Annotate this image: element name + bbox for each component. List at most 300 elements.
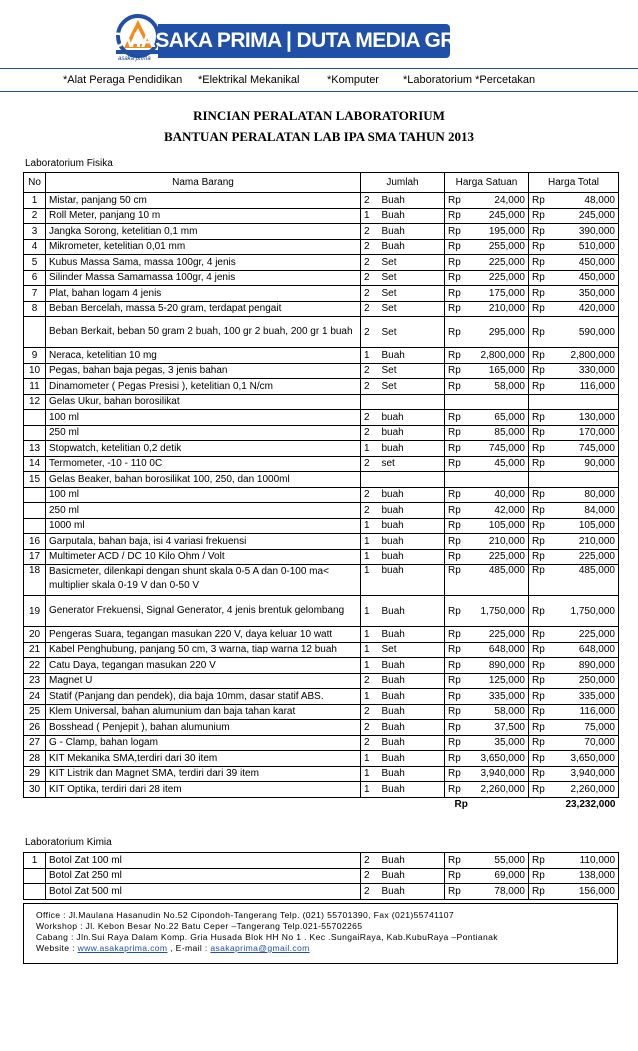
total-price: 210,000 xyxy=(549,534,619,550)
item-name: Kabel Penghubung, panjang 50 cm, 3 warna, tiap warna 12 buah xyxy=(46,642,361,658)
item-name: Kubus Massa Sama, massa 100gr, 4 jenis xyxy=(46,255,361,271)
currency-label: Rp xyxy=(445,549,465,565)
row-no: 2 xyxy=(24,208,46,224)
item-name: Statif (Panjang dan pendek), dia baja 10mm, dasar statif ABS. xyxy=(46,689,361,705)
item-name: Multimeter ACD / DC 10 Kilo Ohm / Volt xyxy=(46,549,361,565)
item-name: KIT Mekanika SMA,terdiri dari 30 item xyxy=(46,751,361,767)
quantity: 2 xyxy=(361,270,379,286)
currency-label: Rp xyxy=(529,348,549,364)
footer-workshop: Workshop : Jl. Kebon Besar No.22 Batu Ceper –Tangerang Telp.021-55702265 xyxy=(36,921,363,931)
currency-label: Rp xyxy=(445,627,465,643)
email-link[interactable]: asakaprima@gmail.com xyxy=(210,943,310,953)
quantity: 1 xyxy=(361,596,379,627)
unit: buah xyxy=(379,487,445,503)
unit: Set xyxy=(379,379,445,395)
quantity: 2 xyxy=(361,735,379,751)
unit-price: 85,000 xyxy=(465,425,529,441)
footer-contact xyxy=(36,943,605,954)
unit-price: 24,000 xyxy=(465,193,529,209)
quantity: 1 xyxy=(361,658,379,674)
unit: Buah xyxy=(379,627,445,643)
row-no xyxy=(24,410,46,426)
currency-label: Rp xyxy=(529,286,549,302)
total-price: 510,000 xyxy=(549,239,619,255)
unit-price: 65,000 xyxy=(465,410,529,426)
unit-price: 485,000 xyxy=(465,565,529,596)
currency-label: Rp xyxy=(529,317,549,348)
unit-price: 58,000 xyxy=(465,704,529,720)
email-label: , E-mail : xyxy=(167,943,211,953)
unit-price: 58,000 xyxy=(465,379,529,395)
item-name: Silinder Massa Samamassa 100gr, 4 jenis xyxy=(46,270,361,286)
unit-price: 125,000 xyxy=(465,673,529,689)
unit: buah xyxy=(379,425,445,441)
quantity: 2 xyxy=(361,301,379,317)
quantity: 2 xyxy=(361,487,379,503)
quantity: 2 xyxy=(361,363,379,379)
currency-label: Rp xyxy=(529,735,549,751)
unit-price: 225,000 xyxy=(465,270,529,286)
item-name: Mistar, panjang 50 cm xyxy=(46,193,361,209)
unit: Buah xyxy=(379,596,445,627)
row-no: 16 xyxy=(24,534,46,550)
currency-label: Rp xyxy=(445,518,465,534)
currency-label: Rp xyxy=(445,441,465,457)
quantity: 1 xyxy=(361,208,379,224)
quantity: 1 xyxy=(361,751,379,767)
unit: Buah xyxy=(379,193,445,209)
table-row xyxy=(24,596,619,627)
item-name: 250 ml xyxy=(46,503,361,519)
unit: Set xyxy=(379,642,445,658)
table-row xyxy=(24,720,619,736)
total-price: 420,000 xyxy=(549,301,619,317)
row-no: 12 xyxy=(24,394,46,410)
currency-label: Rp xyxy=(529,363,549,379)
item-name: Neraca, ketelitian 10 mg xyxy=(46,348,361,364)
quantity: 2 xyxy=(361,193,379,209)
currency-label: Rp xyxy=(529,456,549,472)
currency-label: Rp xyxy=(529,224,549,240)
unit-price: 210,000 xyxy=(465,301,529,317)
row-no: 24 xyxy=(24,689,46,705)
table-row xyxy=(24,518,619,534)
tagline-item: *Laboratorium *Percetakan xyxy=(403,74,536,86)
row-no: 1 xyxy=(24,853,46,869)
row-no: 9 xyxy=(24,348,46,364)
quantity: 1 xyxy=(361,782,379,798)
table-row xyxy=(24,689,619,705)
item-name: Pegas, bahan baja pegas, 3 jenis bahan xyxy=(46,363,361,379)
currency-label: Rp xyxy=(445,348,465,364)
document-title: RINCIAN PERALATAN LABORATORIUM xyxy=(193,108,445,123)
total-price: 110,000 xyxy=(549,853,619,869)
table-row xyxy=(24,286,619,302)
total-price: 1,750,000 xyxy=(549,596,619,627)
row-no: 27 xyxy=(24,735,46,751)
currency-label: Rp xyxy=(445,766,465,782)
table-row xyxy=(24,884,619,900)
unit: set xyxy=(379,456,445,472)
quantity: 1 xyxy=(361,766,379,782)
quantity: 2 xyxy=(361,503,379,519)
item-name: Botol Zat 250 ml xyxy=(46,868,361,884)
table-row xyxy=(24,301,619,317)
currency-label: Rp xyxy=(529,239,549,255)
unit: Set xyxy=(379,301,445,317)
currency-label: Rp xyxy=(529,868,549,884)
table-header-row xyxy=(24,173,619,193)
currency-label: Rp xyxy=(445,884,465,900)
quantity: 1 xyxy=(361,441,379,457)
currency-label: Rp xyxy=(445,503,465,519)
row-no: 22 xyxy=(24,658,46,674)
total-price: 130,000 xyxy=(549,410,619,426)
currency-label: Rp xyxy=(445,868,465,884)
currency-label xyxy=(529,472,549,488)
item-name: Magnet U xyxy=(46,673,361,689)
tagline-item: *Elektrikal Mekanikal xyxy=(198,74,300,86)
total-price: 2,800,000 xyxy=(549,348,619,364)
unit: Buah xyxy=(379,239,445,255)
currency-label: Rp xyxy=(529,255,549,271)
total-row xyxy=(24,797,619,812)
row-no: 10 xyxy=(24,363,46,379)
unit: buah xyxy=(379,441,445,457)
unit-price: 37,500 xyxy=(465,720,529,736)
currency-label: Rp xyxy=(529,642,549,658)
row-no: 7 xyxy=(24,286,46,302)
table-row xyxy=(24,255,619,271)
item-name: Garputala, bahan baja, isi 4 variasi frekuensi xyxy=(46,534,361,550)
currency-label: Rp xyxy=(529,704,549,720)
table-row xyxy=(24,208,619,224)
total-price: 3,650,000 xyxy=(549,751,619,767)
total-price xyxy=(549,472,619,488)
tagline-bar xyxy=(0,68,638,92)
total-price: 450,000 xyxy=(549,255,619,271)
item-name: Beban Berkait, beban 50 gram 2 buah, 100 gr 2 buah, 200 gr 1 buah xyxy=(46,317,361,348)
currency-label: Rp xyxy=(445,286,465,302)
quantity: 2 xyxy=(361,868,379,884)
table-row xyxy=(24,239,619,255)
currency-label: Rp xyxy=(529,689,549,705)
table-row xyxy=(24,853,619,869)
col-header-nama: Nama Barang xyxy=(46,173,361,193)
currency-label: Rp xyxy=(445,689,465,705)
quantity: 2 xyxy=(361,884,379,900)
total-price: 225,000 xyxy=(549,627,619,643)
table-row xyxy=(24,394,619,410)
row-no xyxy=(24,503,46,519)
quantity: 1 xyxy=(361,549,379,565)
unit-price: 69,000 xyxy=(465,868,529,884)
table-row xyxy=(24,534,619,550)
letterhead xyxy=(109,14,499,66)
tagline-item: *Komputer xyxy=(327,74,379,86)
unit: buah xyxy=(379,410,445,426)
currency-label: Rp xyxy=(445,193,465,209)
currency-label: Rp xyxy=(445,363,465,379)
row-no: 8 xyxy=(24,301,46,317)
unit: Set xyxy=(379,286,445,302)
currency-label: Rp xyxy=(445,853,465,869)
total-price: 84,000 xyxy=(549,503,619,519)
item-name: Botol Zat 500 ml xyxy=(46,884,361,900)
total-price: 156,000 xyxy=(549,884,619,900)
currency-label: Rp xyxy=(529,673,549,689)
unit-price: 2,260,000 xyxy=(465,782,529,798)
unit-price: 210,000 xyxy=(465,534,529,550)
currency-label: Rp xyxy=(529,720,549,736)
currency-label: Rp xyxy=(529,208,549,224)
total-price: 245,000 xyxy=(549,208,619,224)
total-value: 23,232,000 xyxy=(565,799,616,811)
total-rp: Rp xyxy=(454,799,468,811)
currency-label: Rp xyxy=(529,270,549,286)
row-no: 6 xyxy=(24,270,46,286)
currency-label xyxy=(445,472,465,488)
currency-label: Rp xyxy=(445,224,465,240)
unit-price: 195,000 xyxy=(465,224,529,240)
currency-label: Rp xyxy=(445,735,465,751)
total-price: 116,000 xyxy=(549,704,619,720)
col-header-harga-satuan: Harga Satuan xyxy=(445,173,529,193)
unit: Buah xyxy=(379,735,445,751)
currency-label xyxy=(445,394,465,410)
unit: buah xyxy=(379,518,445,534)
unit-price: 1,750,000 xyxy=(465,596,529,627)
total-price: 250,000 xyxy=(549,673,619,689)
item-name: Basicmeter, dilenkapi dengan shunt skala 0-5 A dan 0-100 ma< multiplier skala 0-19 V dan 0-50 V xyxy=(46,565,361,596)
quantity: 2 xyxy=(361,425,379,441)
row-no xyxy=(24,518,46,534)
currency-label: Rp xyxy=(445,720,465,736)
row-no xyxy=(24,868,46,884)
item-name: G - Clamp, bahan logam xyxy=(46,735,361,751)
quantity: 1 xyxy=(361,689,379,705)
currency-label: Rp xyxy=(529,782,549,798)
total-price: 75,000 xyxy=(549,720,619,736)
unit: Buah xyxy=(379,208,445,224)
currency-label: Rp xyxy=(529,549,549,565)
row-no: 30 xyxy=(24,782,46,798)
table-row xyxy=(24,472,619,488)
currency-label: Rp xyxy=(529,410,549,426)
table-row xyxy=(24,379,619,395)
unit-price: 42,000 xyxy=(465,503,529,519)
unit: Buah xyxy=(379,658,445,674)
unit-price: 225,000 xyxy=(465,627,529,643)
unit-price: 335,000 xyxy=(465,689,529,705)
currency-label: Rp xyxy=(529,518,549,534)
item-name: Bosshead ( Penjepit ), bahan alumunium xyxy=(46,720,361,736)
item-name: Stopwatch, ketelitian 0,2 detik xyxy=(46,441,361,457)
col-header-harga-total: Harga Total xyxy=(529,173,619,193)
total-price: 138,000 xyxy=(549,868,619,884)
total-price: 48,000 xyxy=(549,193,619,209)
unit: Set xyxy=(379,255,445,271)
row-no: 19 xyxy=(24,596,46,627)
item-name: 1000 ml xyxy=(46,518,361,534)
total-price: 70,000 xyxy=(549,735,619,751)
total-price: 390,000 xyxy=(549,224,619,240)
unit-price: 165,000 xyxy=(465,363,529,379)
unit: buah xyxy=(379,534,445,550)
total-price: 335,000 xyxy=(549,689,619,705)
row-no: 14 xyxy=(24,456,46,472)
currency-label: Rp xyxy=(445,255,465,271)
fisika-table xyxy=(23,172,619,812)
item-name: KIT Listrik dan Magnet SMA, terdiri dari 39 item xyxy=(46,766,361,782)
website-link[interactable]: www.asakaprima.com xyxy=(77,943,168,953)
currency-label: Rp xyxy=(445,642,465,658)
website-label: Website : xyxy=(36,943,78,953)
unit: Buah xyxy=(379,884,445,900)
item-name: Botol Zat 100 ml xyxy=(46,853,361,869)
unit: Buah xyxy=(379,853,445,869)
unit: Set xyxy=(379,317,445,348)
row-no: 20 xyxy=(24,627,46,643)
table-row xyxy=(24,704,619,720)
quantity: 1 xyxy=(361,642,379,658)
currency-label: Rp xyxy=(529,658,549,674)
tagline-item: *Alat Peraga Pendidikan xyxy=(63,74,183,86)
unit: buah xyxy=(379,503,445,519)
unit: Buah xyxy=(379,348,445,364)
unit-price: 225,000 xyxy=(465,549,529,565)
unit: Buah xyxy=(379,868,445,884)
footer-office: Office : Jl.Maulana Hasanudin No.52 Cipondoh-Tangerang Telp. (021) 55701390, Fax (021)55741107 xyxy=(36,910,454,920)
unit: Buah xyxy=(379,689,445,705)
table-row xyxy=(24,441,619,457)
currency-label: Rp xyxy=(445,534,465,550)
unit: buah xyxy=(379,549,445,565)
row-no: 23 xyxy=(24,673,46,689)
quantity: 2 xyxy=(361,239,379,255)
total-price: 170,000 xyxy=(549,425,619,441)
logo-caption: asaka prima xyxy=(118,56,151,62)
table-row xyxy=(24,766,619,782)
currency-label: Rp xyxy=(445,301,465,317)
row-no: 4 xyxy=(24,239,46,255)
row-no: 15 xyxy=(24,472,46,488)
table-row xyxy=(24,565,619,596)
row-no: 5 xyxy=(24,255,46,271)
total-price: 890,000 xyxy=(549,658,619,674)
total-price: 485,000 xyxy=(549,565,619,596)
total-price: 745,000 xyxy=(549,441,619,457)
row-no: 26 xyxy=(24,720,46,736)
currency-label: Rp xyxy=(445,782,465,798)
unit-price: 45,000 xyxy=(465,456,529,472)
currency-label: Rp xyxy=(445,456,465,472)
total-price: 450,000 xyxy=(549,270,619,286)
quantity: 2 xyxy=(361,720,379,736)
unit-price: 55,000 xyxy=(465,853,529,869)
document-subtitle: BANTUAN PERALATAN LAB IPA SMA TAHUN 2013 xyxy=(163,129,475,144)
table-row xyxy=(24,487,619,503)
kimia-table xyxy=(23,852,619,900)
unit-price: 2,800,000 xyxy=(465,348,529,364)
unit-price: 3,940,000 xyxy=(465,766,529,782)
item-name: 100 ml xyxy=(46,487,361,503)
currency-label: Rp xyxy=(529,379,549,395)
total-price xyxy=(549,394,619,410)
quantity: 1 xyxy=(361,565,379,596)
unit-price: 745,000 xyxy=(465,441,529,457)
unit: Buah xyxy=(379,704,445,720)
item-name: Plat, bahan logam 4 jenis xyxy=(46,286,361,302)
total-price: 648,000 xyxy=(549,642,619,658)
row-no: 21 xyxy=(24,642,46,658)
currency-label xyxy=(529,394,549,410)
item-name: Roll Meter, panjang 10 m xyxy=(46,208,361,224)
table-row xyxy=(24,193,619,209)
row-no: 3 xyxy=(24,224,46,240)
row-no xyxy=(24,487,46,503)
currency-label: Rp xyxy=(445,270,465,286)
quantity: 1 xyxy=(361,348,379,364)
currency-label: Rp xyxy=(529,425,549,441)
total-price: 590,000 xyxy=(549,317,619,348)
footer-address-box xyxy=(23,903,618,964)
col-header-no: No xyxy=(24,173,46,193)
unit-price: 40,000 xyxy=(465,487,529,503)
currency-label: Rp xyxy=(445,487,465,503)
item-name: Gelas Beaker, bahan borosilikat 100, 250, dan 1000ml xyxy=(46,472,361,488)
item-name: Pengeras Suara, tegangan masukan 220 V, daya keluar 10 watt xyxy=(46,627,361,643)
unit-price: 255,000 xyxy=(465,239,529,255)
unit-price: 890,000 xyxy=(465,658,529,674)
item-name: Mikrometer, ketelitian 0,01 mm xyxy=(46,239,361,255)
currency-label: Rp xyxy=(445,317,465,348)
unit-price xyxy=(465,394,529,410)
currency-label: Rp xyxy=(529,441,549,457)
unit: Buah xyxy=(379,766,445,782)
currency-label: Rp xyxy=(529,487,549,503)
unit: Buah xyxy=(379,751,445,767)
unit-price: 105,000 xyxy=(465,518,529,534)
row-no: 13 xyxy=(24,441,46,457)
currency-label: Rp xyxy=(529,853,549,869)
total-price: 330,000 xyxy=(549,363,619,379)
currency-label: Rp xyxy=(445,425,465,441)
row-no: 17 xyxy=(24,549,46,565)
table-row xyxy=(24,735,619,751)
unit-price: 78,000 xyxy=(465,884,529,900)
table-row xyxy=(24,503,619,519)
currency-label: Rp xyxy=(445,379,465,395)
table-row xyxy=(24,751,619,767)
currency-label: Rp xyxy=(445,751,465,767)
quantity: 2 xyxy=(361,704,379,720)
total-price: 3,940,000 xyxy=(549,766,619,782)
section-label-kimia: Laboratorium Kimia xyxy=(25,837,112,848)
unit xyxy=(379,394,445,410)
row-no: 29 xyxy=(24,766,46,782)
total-price: 80,000 xyxy=(549,487,619,503)
quantity: 2 xyxy=(361,255,379,271)
unit-price: 175,000 xyxy=(465,286,529,302)
currency-label: Rp xyxy=(445,704,465,720)
currency-label: Rp xyxy=(445,208,465,224)
table-row xyxy=(24,673,619,689)
table-row xyxy=(24,456,619,472)
unit-price: 295,000 xyxy=(465,317,529,348)
row-no xyxy=(24,425,46,441)
item-name: KIT Optika, terdiri dari 28 item xyxy=(46,782,361,798)
